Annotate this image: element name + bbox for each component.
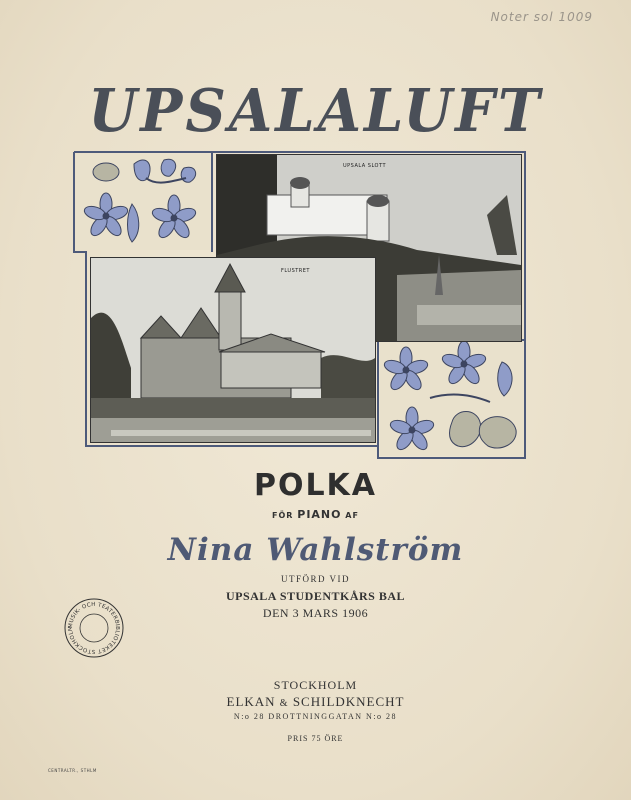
- svg-text:MUSIK- OCH TEATERBIBLIOTEKET S: [68, 602, 120, 654]
- pavilion-caption: FLUSTRET: [281, 268, 310, 274]
- library-stamp-icon: [62, 596, 126, 660]
- instrument-name: PIANO: [297, 508, 342, 521]
- publisher-ampersand: &: [279, 698, 289, 709]
- flower-ornament-icon: [380, 342, 523, 456]
- publisher-city: STOCKHOLM: [273, 678, 358, 692]
- for-text: FÖR: [272, 511, 294, 520]
- pavilion-image: [91, 258, 375, 442]
- composer-name: Nina Wahlström: [167, 532, 464, 568]
- event-name: UPSALA STUDENTKÅRS BAL: [225, 589, 406, 603]
- castle-caption: UPSALA SLOTT: [343, 163, 387, 169]
- publisher-name-1: ELKAN: [226, 694, 276, 709]
- publisher-address: N:o 28 DROTTNINGGATAN N:o 28: [233, 712, 398, 721]
- performed-at-label: UTFÖRD VID: [280, 574, 351, 584]
- event-date: DEN 3 MARS 1906: [262, 606, 369, 620]
- photo-flustret-pavilion: [90, 257, 376, 443]
- library-stamp-text: MUSIK- OCH TEATERBIBLIOTEKET STOCKHOLM: [67, 601, 121, 655]
- cover-title: UPSALALUFT: [88, 76, 543, 146]
- publisher-name-2: SCHILDKNECHT: [292, 694, 405, 709]
- flower-panel-top-left: [76, 154, 210, 250]
- pencil-note: Noter sol 1009: [490, 10, 593, 24]
- flower-panel-bottom-right: [380, 342, 523, 456]
- printer-mark: CENTRALTR., STHLM: [48, 768, 97, 773]
- genre-title: POLKA: [253, 468, 378, 503]
- publisher-name: [0, 694, 631, 710]
- instrument-line: [0, 508, 631, 521]
- flower-ornament-icon: [76, 154, 210, 250]
- price: PRIS 75 ÖRE: [287, 734, 344, 743]
- by-text: AF: [345, 511, 359, 520]
